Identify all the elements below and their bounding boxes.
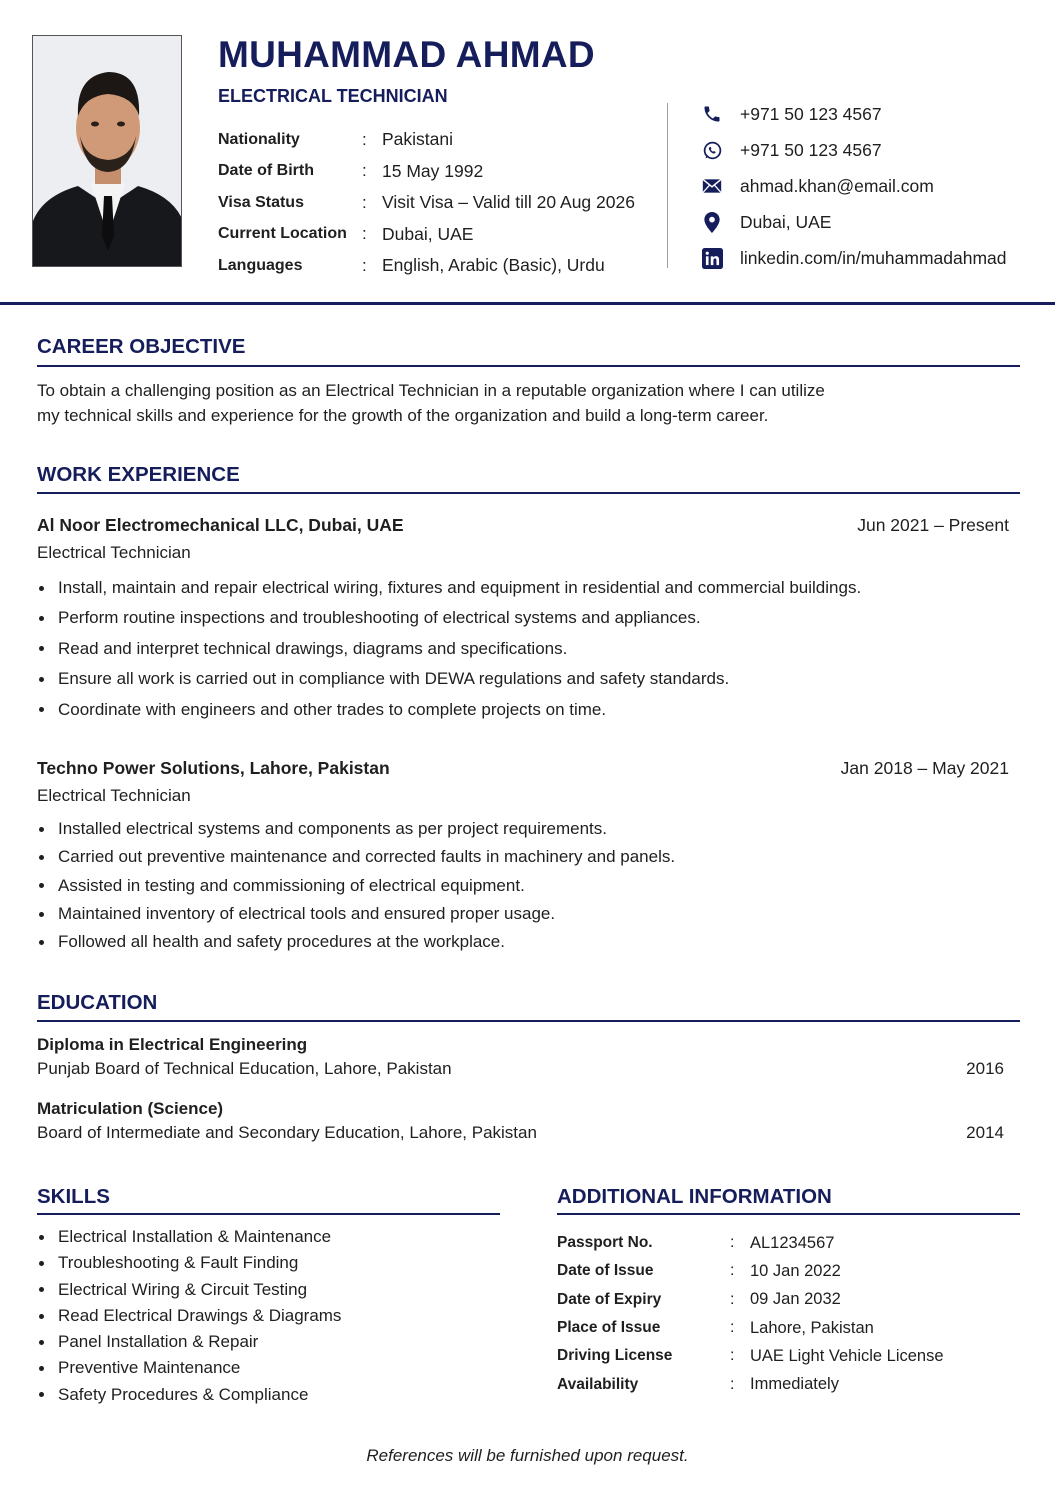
education-degree: Matriculation (Science) bbox=[37, 1099, 224, 1118]
job-dates: Jun 2021 – Present bbox=[857, 515, 1009, 535]
list-item: Read Electrical Drawings & Diagrams bbox=[37, 1303, 497, 1329]
contact-email-text: ahmad.khan@email.com bbox=[740, 175, 934, 196]
additional-info-table bbox=[557, 1229, 1027, 1399]
info-value: Pakistani bbox=[382, 129, 454, 150]
additional-colon: : bbox=[730, 1375, 735, 1393]
additional-label: Driving License bbox=[557, 1347, 673, 1365]
list-item: Read and interpret technical drawings, diagrams and specifications. bbox=[37, 634, 997, 664]
career-objective-heading: CAREER OBJECTIVE bbox=[37, 335, 246, 358]
info-label: Visa Status bbox=[218, 193, 304, 211]
education-year: 2016 bbox=[966, 1059, 1004, 1078]
additional-row-availability bbox=[557, 1370, 1027, 1398]
list-item: Safety Procedures & Compliance bbox=[37, 1382, 497, 1408]
career-line-2: my technical skills and experience for the growth of the organization and build a long-term career. bbox=[37, 406, 769, 425]
whatsapp-icon bbox=[700, 139, 724, 161]
contact-location bbox=[700, 204, 1040, 240]
linkedin-icon bbox=[700, 247, 724, 269]
additional-row-passport bbox=[557, 1229, 1027, 1257]
education-institution: Punjab Board of Technical Education, Lahore, Pakistan bbox=[37, 1059, 452, 1078]
additional-value: Immediately bbox=[750, 1375, 839, 1394]
list-item: Troubleshooting & Fault Finding bbox=[37, 1250, 497, 1276]
additional-row-issue-date bbox=[557, 1257, 1027, 1285]
additional-label: Passport No. bbox=[557, 1234, 653, 1252]
additional-colon: : bbox=[730, 1319, 735, 1337]
list-item: Preventive Maintenance bbox=[37, 1355, 497, 1381]
job-header bbox=[37, 515, 1009, 536]
education-row bbox=[37, 1059, 1004, 1079]
email-icon bbox=[700, 175, 724, 197]
info-label: Current Location bbox=[218, 225, 347, 243]
info-colon: : bbox=[362, 192, 367, 212]
contact-phone-text: +971 50 123 4567 bbox=[740, 103, 882, 124]
job-header bbox=[37, 758, 1009, 779]
section-rule bbox=[37, 1213, 500, 1215]
additional-label: Date of Issue bbox=[557, 1262, 654, 1280]
list-item: Assisted in testing and commissioning of electrical equipment. bbox=[37, 872, 997, 900]
phone-icon bbox=[700, 103, 724, 125]
info-label: Nationality bbox=[218, 130, 300, 148]
list-item: Followed all health and safety procedures at the workplace. bbox=[37, 928, 997, 956]
info-colon: : bbox=[362, 224, 367, 244]
additional-label: Date of Expiry bbox=[557, 1290, 662, 1308]
contact-location-text: Dubai, UAE bbox=[740, 211, 832, 232]
info-row-languages bbox=[218, 250, 658, 282]
location-pin-icon bbox=[700, 211, 724, 233]
additional-label: Place of Issue bbox=[557, 1319, 661, 1337]
list-item: Carried out preventive maintenance and corrected faults in machinery and panels. bbox=[37, 843, 997, 871]
info-label: Languages bbox=[218, 256, 303, 274]
job-role: Electrical Technician bbox=[37, 786, 191, 805]
list-item: Installed electrical systems and components as per project requirements. bbox=[37, 815, 997, 843]
education-year: 2014 bbox=[966, 1123, 1004, 1142]
list-item: Electrical Installation & Maintenance bbox=[37, 1224, 497, 1250]
list-item: Electrical Wiring & Circuit Testing bbox=[37, 1277, 497, 1303]
job-company: Techno Power Solutions, Lahore, Pakistan bbox=[37, 758, 390, 778]
career-line-1: To obtain a challenging position as an Electrical Technician in a reputable organization where I can utilize bbox=[37, 381, 825, 400]
additional-row-place-of-issue bbox=[557, 1314, 1027, 1342]
additional-info-heading: ADDITIONAL INFORMATION bbox=[557, 1185, 832, 1208]
candidate-name: MUHAMMAD AHMAD bbox=[218, 34, 595, 75]
info-colon: : bbox=[362, 161, 367, 181]
additional-colon: : bbox=[730, 1347, 735, 1365]
job-duties bbox=[37, 815, 997, 956]
education-degree: Diploma in Electrical Engineering bbox=[37, 1035, 308, 1054]
section-rule bbox=[37, 1020, 1020, 1022]
info-colon: : bbox=[362, 129, 367, 149]
job-title: ELECTRICAL TECHNICIAN bbox=[218, 86, 448, 106]
job-role: Electrical Technician bbox=[37, 543, 191, 562]
info-row-dob bbox=[218, 156, 658, 188]
info-row-visa bbox=[218, 187, 658, 219]
skills-heading: SKILLS bbox=[37, 1185, 110, 1208]
section-rule bbox=[557, 1213, 1020, 1215]
list-item: Coordinate with engineers and other trades to complete projects on time. bbox=[37, 695, 997, 725]
info-value: Visit Visa – Valid till 20 Aug 2026 bbox=[382, 192, 635, 213]
additional-row-expiry-date bbox=[557, 1286, 1027, 1314]
info-row-nationality bbox=[218, 124, 658, 156]
job-company: Al Noor Electromechanical LLC, Dubai, UAE bbox=[37, 515, 404, 535]
list-item: Ensure all work is carried out in compliance with DEWA regulations and safety standards. bbox=[37, 664, 997, 694]
references-note: References will be furnished upon request. bbox=[366, 1446, 689, 1465]
list-item: Install, maintain and repair electrical wiring, fixtures and equipment in residential and commercial buildings. bbox=[37, 573, 997, 603]
education-row bbox=[37, 1123, 1004, 1143]
info-value: Dubai, UAE bbox=[382, 223, 474, 244]
additional-value: UAE Light Vehicle License bbox=[750, 1346, 944, 1365]
list-item: Perform routine inspections and troubleshooting of electrical systems and appliances. bbox=[37, 603, 997, 633]
contact-linkedin[interactable] bbox=[700, 240, 1040, 276]
contact-email[interactable] bbox=[700, 168, 1040, 204]
additional-colon: : bbox=[730, 1290, 735, 1308]
career-objective-text bbox=[37, 378, 917, 428]
contact-whatsapp-text: +971 50 123 4567 bbox=[740, 139, 882, 160]
contact-phone[interactable] bbox=[700, 96, 1040, 132]
profile-photo bbox=[32, 35, 182, 267]
section-rule bbox=[37, 492, 1020, 494]
personal-info bbox=[218, 124, 658, 282]
info-value: 15 May 1992 bbox=[382, 160, 484, 181]
job-dates: Jan 2018 – May 2021 bbox=[840, 758, 1009, 778]
info-colon: : bbox=[362, 255, 367, 275]
contact-linkedin-text: linkedin.com/in/muhammadahmad bbox=[740, 247, 1007, 268]
skills-list bbox=[37, 1224, 497, 1408]
additional-colon: : bbox=[730, 1262, 735, 1280]
info-label: Date of Birth bbox=[218, 162, 314, 180]
additional-value: 09 Jan 2032 bbox=[750, 1290, 841, 1309]
contact-whatsapp[interactable] bbox=[700, 132, 1040, 168]
education-institution: Board of Intermediate and Secondary Education, Lahore, Pakistan bbox=[37, 1123, 537, 1142]
job-duties bbox=[37, 573, 997, 725]
education-heading: EDUCATION bbox=[37, 991, 158, 1014]
additional-value: AL1234567 bbox=[750, 1233, 835, 1252]
work-experience-heading: WORK EXPERIENCE bbox=[37, 463, 240, 486]
header-rule bbox=[0, 302, 1055, 305]
header-divider bbox=[667, 103, 668, 268]
info-value: English, Arabic (Basic), Urdu bbox=[382, 255, 605, 276]
list-item: Maintained inventory of electrical tools and ensured proper usage. bbox=[37, 900, 997, 928]
additional-colon: : bbox=[730, 1234, 735, 1252]
additional-value: 10 Jan 2022 bbox=[750, 1261, 841, 1280]
additional-label: Availability bbox=[557, 1375, 639, 1393]
additional-row-driving-license bbox=[557, 1342, 1027, 1370]
additional-value: Lahore, Pakistan bbox=[750, 1318, 874, 1337]
section-rule bbox=[37, 365, 1020, 367]
info-row-location bbox=[218, 219, 658, 251]
list-item: Panel Installation & Repair bbox=[37, 1329, 497, 1355]
contact-list bbox=[700, 96, 1040, 276]
